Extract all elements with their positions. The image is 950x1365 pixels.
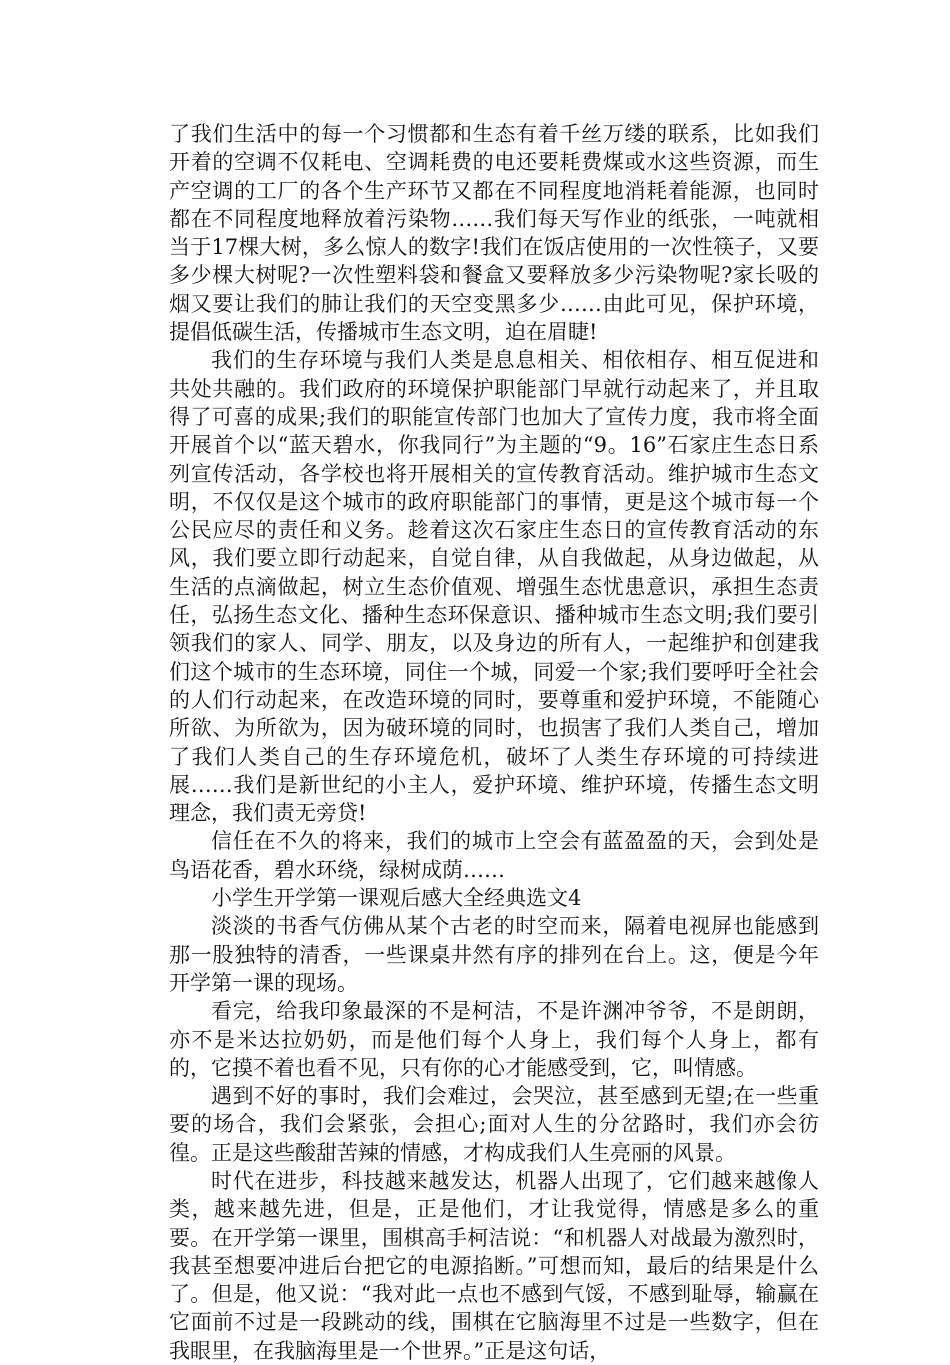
paragraph-4: 淡淡的书香气仿佛从某个古老的时空而来，隔着电视屏也能感到那一股独特的清香，一些课桌井然有序的排列在台上。这，便是今年开学第一课的现场。 [169, 914, 819, 995]
paragraph-6: 遇到不好的事时，我们会难过，会哭泣，甚至感到无望;在一些重要的场合，我们会紧张，会担心;面对人生的分岔路时，我们亦会彷徨。正是这些酸甜苦辣的情感，才构成我们人生亮丽的风景。 [169, 1084, 819, 1165]
paragraph-5: 看完，给我印象最深的不是柯洁，不是许渊冲爷爷，不是朗朗，亦不是米达拉奶奶，而是他们每个人身上，我们每个人身上，都有的，它摸不着也看不见，只有你的心才能感受到，它，叫情感。 [169, 999, 819, 1080]
paragraph-3: 信任在不久的将来，我们的城市上空会有蓝盈盈的天，会到处是鸟语花香，碧水环绕，绿树成荫…… [169, 829, 819, 882]
paragraph-2: 我们的生存环境与我们人类是息息相关、相依相存、相互促进和共处共融的。我们政府的环境保护职能部门早就行动起来了，并且取得了可喜的成果;我们的职能宣传部门也加大了宣传力度，我市将全面开展首个以“蓝天碧水，你我同行”为主题的“9。16”石家庄生态日系列宣传活动，各学校也将开展相关的宣传教育活动。维护城市生态文明，不仅仅是这个城市的政府职能部门的事情，更是这个城市每一个公民应尽的责任和义务。趁着这次石家庄生态日的宣传教育活动的东风，我们要立即行动起来，自觉自律，从自我做起，从身边做起，从生活的点滴做起，树立生态价值观、增强生态忧患意识，承担生态责任，弘扬生态文化、播种生态环保意识、播种城市生态文明;我们要引领我们的家人、同学、朋友，以及身边的所有人，一起维护和创建我们这个城市的生态环境，同住一个城，同爱一个家;我们要呼吁全社会的人们行动起来，在改造环境的同时，要尊重和爱护环境，不能随心所欲、为所欲为，因为破环境的同时，也损害了我们人类自己，增加了我们人类自己的生存环境危机，破坏了人类生存环境的可持续进展……我们是新世纪的小主人，爱护环境、维护环境，传播生态文明理念，我们责无旁贷! [169, 348, 819, 826]
paragraph-7: 时代在进步，科技越来越发达，机器人出现了，它们越来越像人类，越来越先进，但是，正是他们，才让我觉得，情感是多么的重要。在开学第一课里，围棋高手柯洁说：“和机器人对战最为激烈时，我甚至想要冲进后台把它的电源掐断。”可想而知，最后的结果是什么了。但是，他又说：“我对此一点也不感到气馁，不感到耻辱，输赢在它面前不过是一段跳动的线，围棋在它脑海里不过是一些数字，但在我眼里，在我脑海里是一个世界。”正是这句话， [169, 1168, 819, 1363]
paragraph-1: 了我们生活中的每一个习惯都和生态有着千丝万缕的联系，比如我们开着的空调不仅耗电、空调耗费的电还要耗费煤或水这些资源，而生产空调的工厂的各个生产环节又都在不同程度地消耗着能源，也同时都在不同程度地释放着污染物……我们每天写作业的纸张，一吨就相当于17棵大树，多么惊人的数字!我们在饭店使用的一次性筷子，又要多少棵大树呢?一次性塑料袋和餐盒又要释放多少污染物呢?家长吸的烟又要让我们的肺让我们的天空变黑多少……由此可见，保护环境，提倡低碳生活，传播城市生态文明，迫在眉睫! [169, 122, 819, 345]
document-body [169, 120, 819, 1365]
section-heading: 小学生开学第一课观后感大全经典选文4 [211, 886, 582, 911]
